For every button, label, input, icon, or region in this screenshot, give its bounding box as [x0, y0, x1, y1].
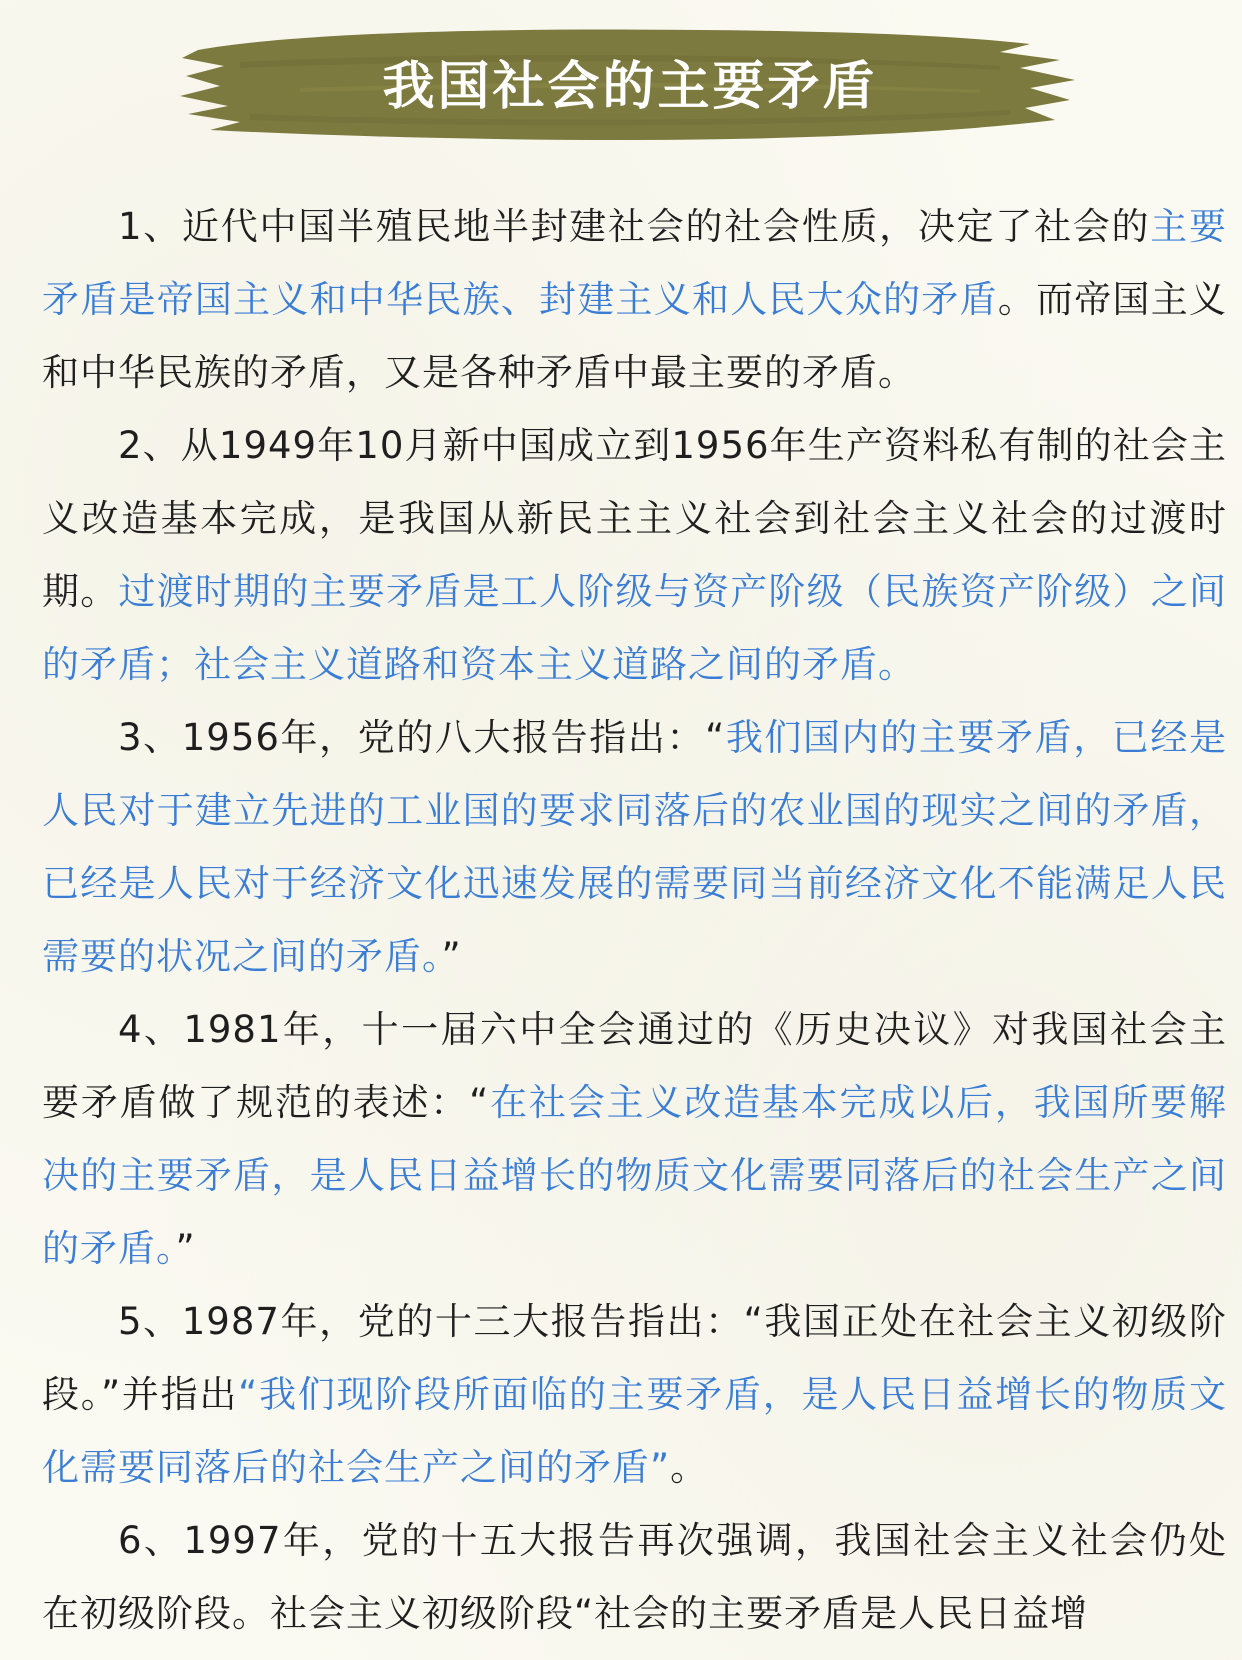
paragraph-4 [42, 993, 1227, 1285]
paragraph-3 [42, 701, 1227, 993]
paragraph-text: 。 [670, 1446, 709, 1489]
paragraph-5 [42, 1285, 1227, 1504]
paragraph-text: ” [175, 1227, 196, 1270]
highlighted-text: “我们现阶段所面临的主要矛盾，是人民日益增长的物质文化需要同落后的社会生产之间的矛盾” [42, 1373, 1227, 1489]
paragraph-text: 3、1956年，党的八大报告指出：“ [118, 716, 726, 759]
highlighted-text: 过渡时期的主要矛盾是工人阶级与资产阶级（民族资产阶级）之间的矛盾；社会主义道路和资本主义道路之间的矛盾。 [42, 570, 1228, 686]
paragraph-2 [42, 409, 1227, 701]
highlighted-text: 在社会主义改造基本完成以后，我国所要解决的主要矛盾，是人民日益增长的物质文化需要同落后的社会生产之间的矛盾。 [42, 1081, 1228, 1270]
highlighted-text: 主要矛盾是帝国主义和中华民族、封建主义和人民大众的矛盾 [42, 205, 1227, 321]
highlighted-text: 我们国内的主要矛盾，已经是人民对于建立先进的工业国的要求同落后的农业国的现实之间的矛盾，已经是人民对于经济文化迅速发展的需要同当前经济文化不能满足人民需要的状况之间的矛盾。 [42, 716, 1227, 978]
paragraph-text: 。而帝国主义和中华民族的矛盾，又是各种矛盾中最主要的矛盾。 [42, 278, 1228, 394]
article-body [42, 190, 1227, 1650]
paragraph-6 [42, 1504, 1227, 1650]
title-banner [180, 22, 1080, 152]
paragraph-text: 4、1981年，十一届六中全会通过的《历史决议》对我国社会主要矛盾做了规范的表述：“ [42, 1008, 1227, 1124]
paragraph-text: 2、从1949年10月新中国成立到1956年生产资料私有制的社会主义改造基本完成，是我国从新民主主义社会到社会主义社会的过渡时期。 [42, 424, 1227, 613]
page-title: 我国社会的主要矛盾 [382, 57, 878, 117]
paragraph-text: 6、1997年，党的十五大报告再次强调，我国社会主义社会仍处在初级阶段。社会主义初级阶段“社会的主要矛盾是人民日益增 [42, 1519, 1227, 1635]
paragraph-text: ” [441, 935, 462, 978]
paragraph-text: 5、1987年，党的十三大报告指出：“我国正处在社会主义初级阶段。”并指出 [42, 1300, 1227, 1416]
paragraph-text: 1、近代中国半殖民地半封建社会的社会性质，决定了社会的 [118, 205, 1151, 248]
paragraph-1 [42, 190, 1227, 409]
